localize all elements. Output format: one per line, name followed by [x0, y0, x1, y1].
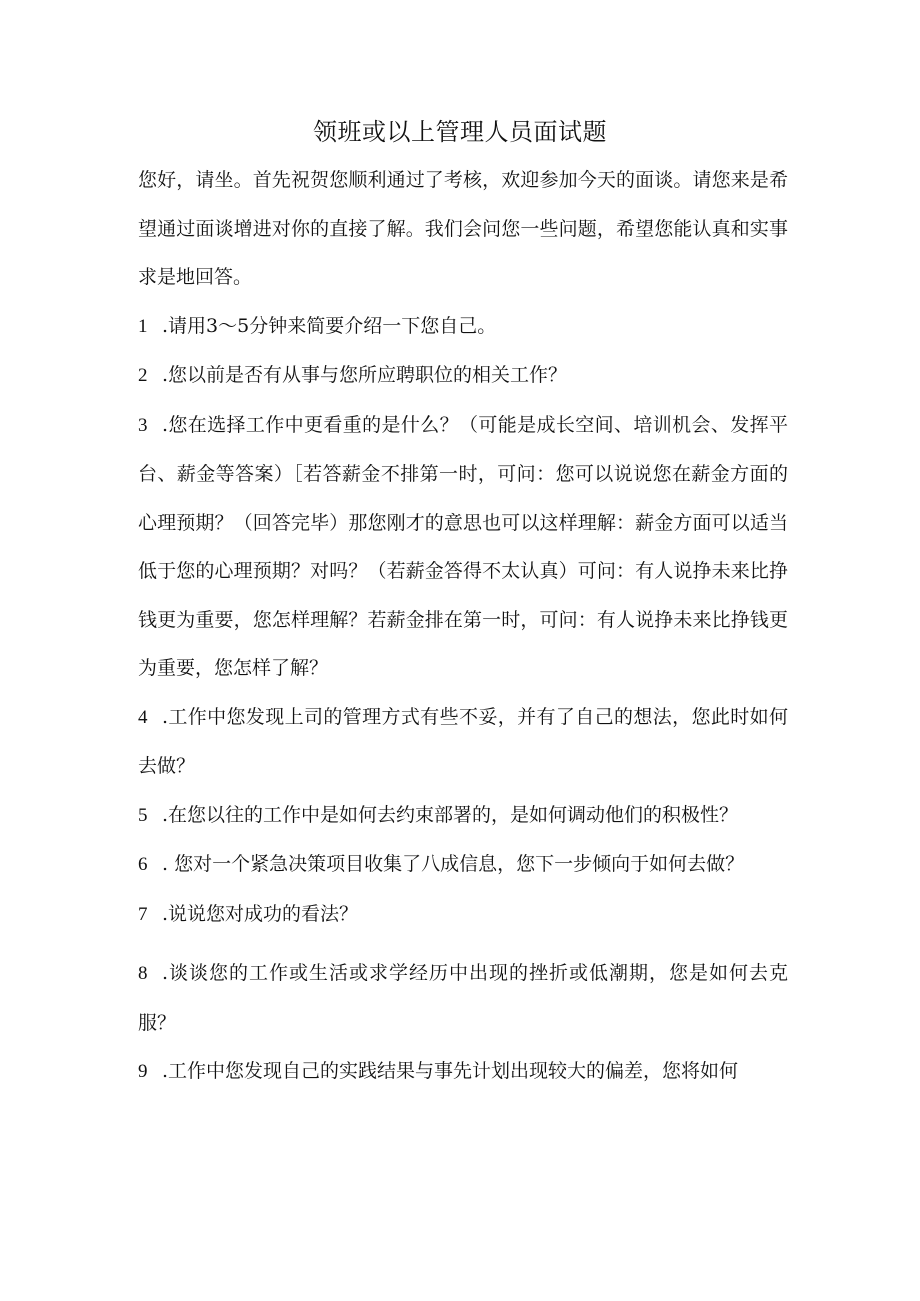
- question-number: 8: [138, 963, 148, 984]
- intro-paragraph: 您好，请坐。首先祝贺您顺利通过了考核，欢迎参加今天的面谈。请您来是希望通过面谈增进对你的直接了解。我们会问您一些问题，希望您能认真和实事求是地回答。: [138, 169, 788, 288]
- question-item: [138, 949, 788, 1047]
- question-text: . 您对一个紧急决策项目收集了八成信息，您下一步倾向于如何去做？: [162, 853, 745, 875]
- question-number: 4: [138, 706, 148, 728]
- question-text: .工作中您发现上司的管理方式有些不妥，并有了自己的想法，您此时如何去做？: [138, 705, 788, 777]
- question-item: [138, 351, 788, 401]
- question-item: [138, 890, 788, 940]
- question-number: 2: [138, 365, 148, 386]
- question-text: .工作中您发现自己的实践结果与事先计划出现较大的偏差，您将如何: [162, 1060, 739, 1082]
- question-number: 9: [138, 1061, 148, 1082]
- question-number: 7: [138, 903, 148, 925]
- question-number: 5: [138, 804, 148, 826]
- question-item: [138, 840, 788, 890]
- document-body: [138, 156, 788, 1097]
- question-text: .谈谈您的工作或生活或求学经历中出现的挫折或低潮期，您是如何去克服？: [138, 962, 788, 1034]
- question-number: 1: [138, 315, 148, 337]
- question-item: [138, 1047, 788, 1097]
- document-title: 领班或以上管理人员面试题: [313, 118, 607, 146]
- question-number: 6: [138, 854, 148, 875]
- question-item: [138, 791, 788, 841]
- question-item: [138, 302, 788, 352]
- question-text: .说说您对成功的看法？: [162, 902, 359, 925]
- question-number: 3: [138, 414, 148, 436]
- question-text: .您以前是否有从事与您所应聘职位的相关工作？: [162, 364, 568, 386]
- question-text: .在您以往的工作中是如何去约束部署的，是如何调动他们的积极性？: [162, 803, 739, 826]
- question-item: [138, 401, 788, 693]
- question-text: .请用3～5分钟来简要介绍一下您自己。: [162, 314, 497, 337]
- question-text: .您在选择工作中更看重的是什么？（可能是成长空间、培训机会、发挥平台、薪金等答案）［若答薪金不排第一时，可问：您可以说说您在薪金方面的心理预期？（回答完毕）那您刚才的意思也可以这样理解：薪金方面可以适当低于您的心理预期？对吗？（若薪金答得不太认真）可问：有人说挣未来比挣钱更为重要，您怎样理解？若薪金排在第一时，可问：有人说挣未来比挣钱更为重要，您怎样了解？: [138, 413, 788, 679]
- question-item: [138, 693, 788, 791]
